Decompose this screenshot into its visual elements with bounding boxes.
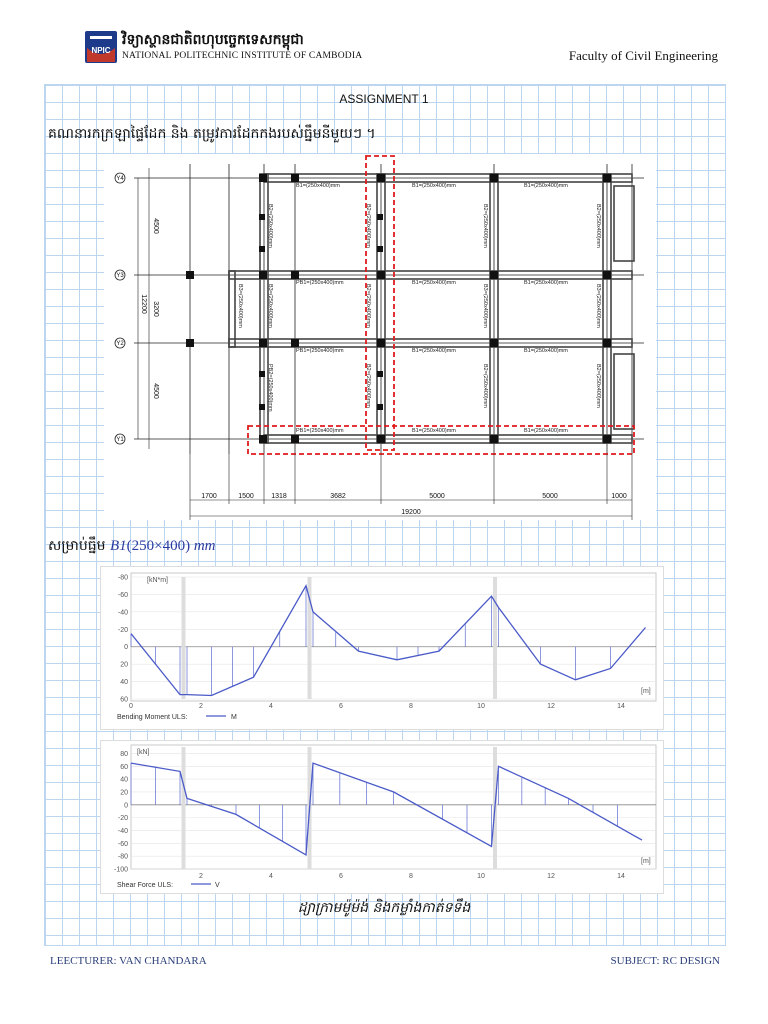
y-tick-label: -40 <box>117 827 128 835</box>
beam-label-math <box>110 538 216 554</box>
axis-label-y1: Y1 <box>116 437 124 443</box>
axis-label-y2: Y2 <box>116 341 124 347</box>
y-tick-label: 40 <box>120 679 128 687</box>
beam-label: B1=(250x400)mm <box>524 428 568 434</box>
x-tick-label: 8 <box>409 703 413 710</box>
beam-label: B3=(250x400)mm <box>267 284 273 328</box>
support-band <box>182 577 186 699</box>
npic-logo <box>84 30 118 64</box>
x-tick-label: 4 <box>269 873 273 880</box>
beam-section-label <box>48 536 216 557</box>
x-tick-label: 14 <box>617 703 625 710</box>
beam-label: B1=(250x400)mm <box>524 183 568 189</box>
y-tick-label: -60 <box>117 840 128 848</box>
beam-label: B1=(250x400)mm <box>524 348 568 354</box>
beam-paren-open: ( <box>126 538 132 554</box>
axis-label-y3: Y3 <box>116 273 124 279</box>
beam-label: B3=(250x400)mm <box>237 284 243 328</box>
beam-label: B1=(250x400)mm <box>412 183 456 189</box>
footer-lecturer: LEECTURER: VAN CHANDARA <box>50 955 207 967</box>
y-tick-label: -20 <box>117 815 128 823</box>
beam-label: B1=(250x400)mm <box>524 280 568 286</box>
institute-english-name: NATIONAL POLITECHNIC INSTITUTE OF CAMBODIA <box>122 51 363 61</box>
moment-legend-label: Bending Moment ULS: <box>117 714 188 721</box>
x-tick-label: 2 <box>199 703 203 710</box>
dim-bottom-6: 5000 <box>542 493 558 500</box>
beam-label: PB2=(250x400)mm <box>267 364 273 412</box>
beam-unit: mm <box>193 538 216 554</box>
support-band <box>182 747 186 869</box>
x-tick-label: 10 <box>477 703 485 710</box>
y-tick-label: -40 <box>117 609 128 617</box>
beam-label: B2=(250x400)mm <box>595 204 601 248</box>
moment-legend-series: M <box>231 714 237 721</box>
beam-label: B1=(250x400)mm <box>412 348 456 354</box>
beam-times: × <box>154 538 163 554</box>
y-tick-label: -80 <box>117 853 128 861</box>
moment-unit-y: [kN*m] <box>147 577 168 584</box>
assignment-title: ASSIGNMENT 1 <box>339 92 429 106</box>
y-tick-label: 40 <box>120 776 128 784</box>
beam-label: B2=(250x400)mm <box>365 284 371 328</box>
diagram-caption: ដ្យាក្រាមម៉ូម៉ង់ និងកម្លាំងកាត់ទទឹង <box>297 900 471 916</box>
dim-bottom-total: 19200 <box>401 509 421 516</box>
beam-label: B1=(250x400)mm <box>412 280 456 286</box>
floor-plan-panel <box>104 154 656 520</box>
beam-label: B2=(250x400)mm <box>267 204 273 248</box>
y-tick-label: -100 <box>113 866 128 874</box>
beam-label: B3=(250x400)mm <box>482 284 488 328</box>
beam-label: PB1=(250x400)mm <box>296 428 344 434</box>
dim-bottom-5: 5000 <box>429 493 445 500</box>
x-tick-label: 2 <box>199 873 203 880</box>
dim-left-1: 4500 <box>152 218 159 234</box>
dim-bottom-7: 1000 <box>611 493 627 500</box>
beam-paren-close: ) <box>185 538 191 554</box>
dim-left-total: 12200 <box>140 294 147 314</box>
beam-width: 250 <box>131 538 155 554</box>
shear-chart <box>101 741 663 893</box>
x-tick-label: 4 <box>269 703 273 710</box>
shear-legend-series: V <box>215 882 220 889</box>
x-tick-label: 12 <box>547 703 555 710</box>
beam-label-prefix: សម្រាប់ធ្នឹម <box>48 538 106 554</box>
plan-grid-lines <box>134 164 644 454</box>
dim-bottom-4: 3682 <box>330 493 346 500</box>
logo-text: NPIC <box>91 46 111 55</box>
shear-unit-x: [m] <box>641 858 651 865</box>
x-tick-label: 10 <box>477 873 485 880</box>
beam-name: B1 <box>109 538 127 554</box>
y-tick-label: 0 <box>124 802 128 810</box>
y-tick-label: -80 <box>117 574 128 582</box>
x-tick-label: 6 <box>339 873 343 880</box>
y-tick-label: 80 <box>120 750 128 758</box>
beam-label: B2=(250x400)mm <box>482 204 488 248</box>
beam-label: B2=(250x400)mm <box>365 204 371 248</box>
faculty-name: Faculty of Civil Engineering <box>568 48 718 63</box>
x-tick-label: 8 <box>409 873 413 880</box>
y-tick-label: 60 <box>120 763 128 771</box>
beam-label: B3=(250x400)mm <box>595 284 601 328</box>
y-tick-label: 0 <box>124 644 128 652</box>
plan-columns <box>186 174 611 443</box>
question-text: គណនារកក្រឡាផ្ទៃដែក និង តម្រូវការដែកកងរបស់ធ្នឹមនីមួយៗ ។ <box>48 126 376 142</box>
y-tick-label: -20 <box>117 626 128 634</box>
y-tick-label: 20 <box>120 789 128 797</box>
shear-chart-panel <box>100 740 664 894</box>
beam-label: PB1=(250x400)mm <box>296 348 344 354</box>
beam-label: B1=(250x400)mm <box>296 183 340 189</box>
dim-bottom-1: 1700 <box>201 493 217 500</box>
shear-unit-y: [kN] <box>137 749 150 756</box>
moment-chart <box>101 567 663 729</box>
dim-bottom-2: 1500 <box>238 493 254 500</box>
x-tick-label: 12 <box>547 873 555 880</box>
y-tick-label: 60 <box>120 696 128 704</box>
beam-height: 400 <box>162 538 186 554</box>
x-tick-label: 6 <box>339 703 343 710</box>
shear-legend-label: Shear Force ULS: <box>117 882 174 889</box>
moment-unit-x: [m] <box>641 688 651 695</box>
x-tick-label: 0 <box>129 703 133 710</box>
dim-left-2: 3200 <box>152 301 159 317</box>
x-tick-label: 14 <box>617 873 625 880</box>
dim-left-3: 4500 <box>152 383 159 399</box>
floor-plan-drawing <box>104 154 656 520</box>
moment-chart-panel <box>100 566 664 730</box>
y-tick-label: 20 <box>120 661 128 669</box>
y-tick-label: -60 <box>117 591 128 599</box>
axis-label-y4: Y4 <box>116 176 124 182</box>
beam-label: B2=(250x400)mm <box>482 364 488 408</box>
beam-label: B1=(250x400)mm <box>412 428 456 434</box>
beam-label: PB1=(250x400)mm <box>296 280 344 286</box>
institute-khmer-name: វិទ្យាស្ថានជាតិពហុបច្ចេកទេសកម្ពុជា <box>122 32 304 48</box>
footer-subject: SUBJECT: RC DESIGN <box>610 955 720 967</box>
dim-bottom-3: 1318 <box>271 493 287 500</box>
support-band <box>493 577 497 699</box>
highlight-boxes <box>248 156 634 454</box>
beam-label: B2=(250x400)mm <box>365 364 371 408</box>
beam-label: B2=(250x400)mm <box>595 364 601 408</box>
